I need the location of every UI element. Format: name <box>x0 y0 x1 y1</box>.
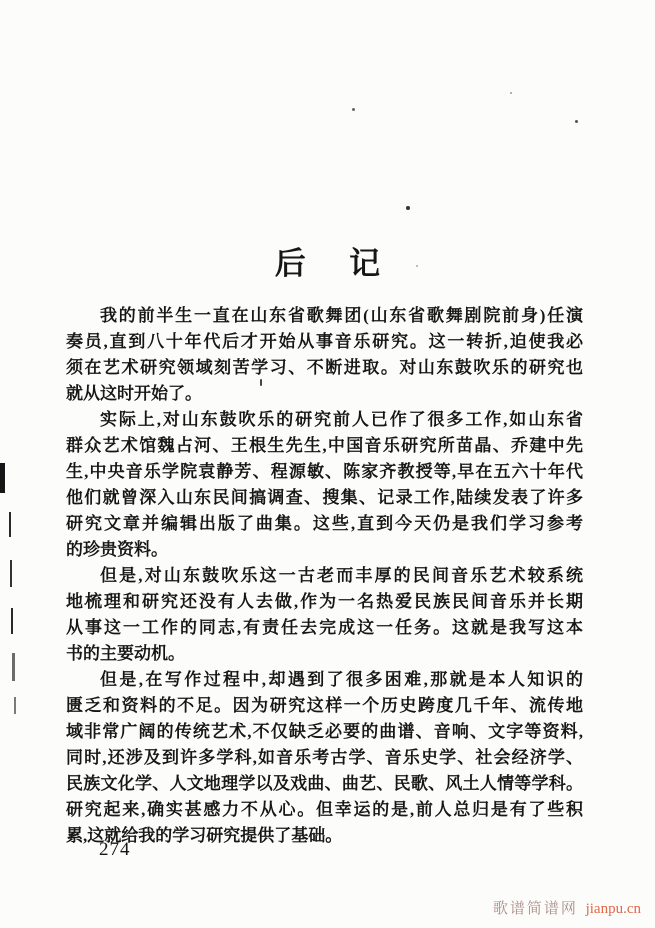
binding-mark <box>10 560 12 587</box>
paragraph-3 <box>66 563 583 667</box>
watermark-domain: jianpu.cn <box>585 901 641 917</box>
text-line: 匮乏和资料的不足。因为研究这样一个历史跨度几千年、流传地 <box>66 696 583 715</box>
text-line: 的珍贵资料。 <box>66 540 168 559</box>
text-line: 我的前半生一直在山东省歌舞团(山东省歌舞剧院前身)任演 <box>100 306 583 325</box>
text-line: 就从这时开始了。 <box>66 384 202 403</box>
binding-mark <box>14 697 16 714</box>
text-line: 民族文化学、人文地理学以及戏曲、曲艺、民歌、风土人情等学科。 <box>66 774 583 793</box>
text-line: 但是,对山东鼓吹乐这一古老而丰厚的民间音乐艺术较系统 <box>100 566 583 585</box>
text-line: 实际上,对山东鼓吹乐的研究前人已作了很多工作,如山东省 <box>100 410 583 429</box>
text-line: 同时,还涉及到许多学科,如音乐考古学、音乐史学、社会经济学、 <box>66 748 583 767</box>
text-line: 累,这就给我的学习研究提供了基础。 <box>66 826 343 845</box>
paragraph-2 <box>66 407 583 563</box>
binding-mark <box>11 608 13 634</box>
watermark-site-name: 歌谱简谱网 <box>492 901 578 917</box>
text-line: 域非常广阔的传统艺术,不仅缺乏必要的曲谱、音响、文字等资料, <box>66 722 583 741</box>
ink-speck <box>510 92 512 94</box>
binding-mark <box>12 653 15 681</box>
text-line: 奏员,直到八十年代后才开始从事音乐研究。这一转折,迫使我必 <box>66 332 583 351</box>
text-line: 地梳理和研究还没有人去做,作为一名热爱民族民间音乐并长期 <box>66 592 583 611</box>
binding-mark <box>0 463 5 493</box>
ink-speck <box>352 108 355 111</box>
text-line: 但是,在写作过程中,却遇到了很多困难,那就是本人知识的 <box>100 670 583 689</box>
text-line: 研究文章并编辑出版了曲集。这些,直到今天仍是我们学习参考 <box>66 514 583 533</box>
body-text <box>66 303 583 849</box>
ink-speck <box>575 120 578 123</box>
page-title: 后记 <box>274 246 424 281</box>
text-line: 他们就曾深入山东民间搞调查、搜集、记录工作,陆续发表了许多 <box>66 488 583 507</box>
text-line: 从事这一工作的同志,有责任去完成这一任务。这就是我写这本 <box>66 618 583 637</box>
text-line: 须在艺术研究领域刻苦学习、不断进取。对山东鼓吹乐的研究也 <box>66 358 583 377</box>
binding-mark <box>9 512 11 537</box>
paragraph-4 <box>66 667 583 849</box>
text-line: 群众艺术馆魏占河、王根生先生,中国音乐研究所苗晶、乔建中先 <box>66 436 583 455</box>
page-number: 274 <box>99 839 131 860</box>
paragraph-1 <box>66 303 583 407</box>
text-line: 书的主要动机。 <box>66 644 185 663</box>
watermark <box>493 897 641 918</box>
ink-speck <box>406 206 410 210</box>
text-line: 生,中央音乐学院袁静芳、程源敏、陈家齐教授等,早在五六十年代 <box>66 462 583 481</box>
text-line: 研究起来,确实甚感力不从心。但幸运的是,前人总归是有了些积 <box>66 800 583 819</box>
